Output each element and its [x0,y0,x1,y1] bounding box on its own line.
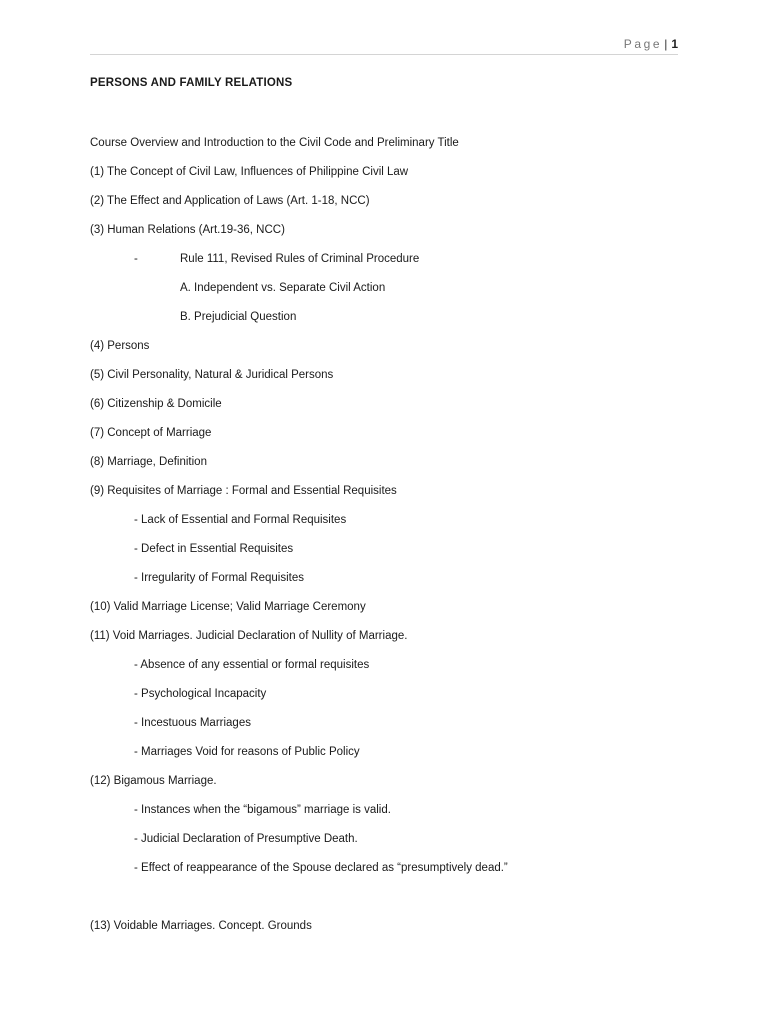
outline-item-12: (12) Bigamous Marriage. [90,775,217,787]
outline-item-11-a: - Absence of any essential or formal requisites [134,659,370,671]
outline-item-8: (8) Marriage, Definition [90,456,207,468]
page-label: Page [623,37,663,51]
page-header [624,37,678,51]
course-overview: Course Overview and Introduction to the Civil Code and Preliminary Title [90,137,459,149]
outline-item-1: (1) The Concept of Civil Law, Influences of Philippine Civil Law [90,166,409,178]
outline-item-9-b: - Defect in Essential Requisites [134,543,294,555]
outline-item-12-b: - Judicial Declaration of Presumptive Death. [134,833,358,845]
page-number: 1 [671,37,678,51]
outline-item-4: (4) Persons [90,340,150,352]
outline-item-3: (3) Human Relations (Art.19-36, NCC) [90,224,285,236]
outline-item-3-b: B. Prejudicial Question [180,311,297,323]
page-separator: | [664,37,668,51]
outline-item-2: (2) The Effect and Application of Laws (Art. 1-18, NCC) [90,195,370,207]
outline-item-9-c: - Irregularity of Formal Requisites [134,572,304,584]
outline-item-3-rule: Rule 111, Revised Rules of Criminal Procedure [180,253,420,265]
outline-item-11-c: - Incestuous Marriages [134,717,251,729]
outline-item-11: (11) Void Marriages. Judicial Declaration of Nullity of Marriage. [90,630,408,642]
outline-item-11-b: - Psychological Incapacity [134,688,267,700]
outline-item-9-a: - Lack of Essential and Formal Requisites [134,514,347,526]
outline-item-6: (6) Citizenship & Domicile [90,398,222,410]
outline-item-9: (9) Requisites of Marriage : Formal and Essential Requisites [90,485,397,497]
outline-item-11-d: - Marriages Void for reasons of Public Policy [134,746,360,758]
outline-item-12-c: - Effect of reappearance of the Spouse declared as “presumptively dead.” [134,862,508,874]
outline-item-12-a: - Instances when the “bigamous” marriage is valid. [134,804,391,816]
outline-item-10: (10) Valid Marriage License; Valid Marriage Ceremony [90,601,366,613]
outline-item-3-a: A. Independent vs. Separate Civil Action [180,282,386,294]
outline-item-13: (13) Voidable Marriages. Concept. Grounds [90,920,312,932]
outline-item-3-dash: - [134,253,138,265]
document-title: PERSONS AND FAMILY RELATIONS [90,77,293,89]
header-divider [90,54,678,55]
outline-item-7: (7) Concept of Marriage [90,427,212,439]
outline-item-5: (5) Civil Personality, Natural & Juridical Persons [90,369,334,381]
